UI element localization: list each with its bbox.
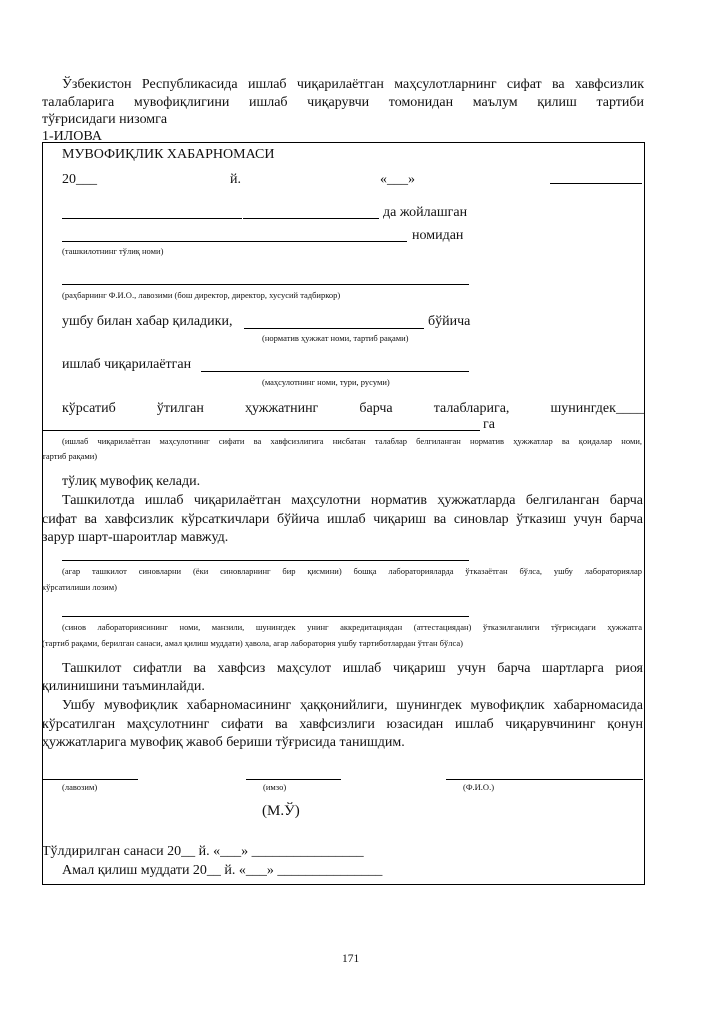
name-caption: (Ф.И.О.) (463, 782, 495, 792)
accreditation-line (62, 616, 469, 617)
shown-word: ҳужжатнинг (244, 401, 319, 416)
org-line-2 (62, 241, 407, 242)
para3-line-2: кўрсатилган маҳсулотнинг сифати ва хавфсизлиги юзасидан ишлаб чиқарувчининг қонун (42, 717, 643, 732)
org-line-1a (62, 218, 242, 219)
located-label: да жойлашган (383, 205, 468, 220)
year-suffix: й. (230, 172, 241, 187)
shown-row (62, 400, 644, 417)
lab-line (62, 560, 469, 561)
accreditation-caption-1: (синов лабораториясининг номи, манзили, шунингдек унинг аккредитациядан (аттестациядан) ўтказилганлиги тўғрисидаги ҳужжатга (62, 622, 642, 632)
year-field: 20___ (62, 172, 97, 187)
signature-line (246, 779, 341, 780)
header-line-1: Ўзбекистон Республикасида ишлаб чиқарилаётган маҳсулотларнинг сифат ва хавфсизлик (62, 77, 644, 92)
para2-line-2: қилинишини таъминлайди. (42, 679, 205, 694)
shown-word: кўрсатиб (62, 401, 116, 416)
seal-mark: (М.Ў) (262, 803, 300, 819)
para2-line-1: Ташкилот сифатли ва хавфсиз маҳсулот ишлаб чиқариш учун барча шартларга риоя (62, 661, 643, 676)
filled-date: Тўлдирилган санаси 20__ й. «___» ________________ (42, 844, 364, 859)
signature-caption: (имзо) (263, 782, 287, 792)
head-caption: (раҳбарнинг Ф.И.О., лавозими (бош директор, директор, хусусий тадбиркор) (62, 290, 341, 300)
ga-label: га (483, 417, 495, 432)
header-line-2: талабларига мувофиқлигини ишлаб чиқарувчи томонидан маълум қилиш тартиби (42, 95, 644, 110)
position-line (42, 779, 138, 780)
annex-label: 1-ИЛОВА (42, 129, 102, 144)
org-line-1b (243, 218, 379, 219)
informs-label: ушбу билан хабар қиладики, (62, 314, 233, 329)
requirements-line (42, 430, 480, 431)
on-behalf-label: номидан (412, 228, 464, 243)
form-title: МУВОФИҚЛИК ХАБАРНОМАСИ (62, 147, 275, 162)
validity-date: Амал қилиш муддати 20__ й. «___» _______________ (62, 863, 383, 878)
para3-line-3: ҳужжатларига мувофиқ жавоб бериши тўғрисида танишдим. (42, 735, 405, 750)
lab-caption-1: (агар ташкилот синовларни (ёки синовларнинг бир қисмини) бошқа лабораторияларда ўтказаётган бўлса, ушбу лабораториялар (62, 566, 642, 576)
accreditation-caption-2: (тартиб рақами, берилган санаси, амал қилиш муддати) ҳавола, агар лаборатория ушбу тартиботлардан ўтган бўлса) (42, 638, 463, 648)
header-line-3: тўғрисидаги низомга (42, 112, 168, 127)
shown-word: ўтилган (156, 401, 204, 416)
para1-line-2: сифат ва хавфсизлик кўрсаткичлари бўйича ишлаб чиқариш ва синовлар ўтказиш учун барча (42, 512, 643, 527)
produced-label: ишлаб чиқарилаётган (62, 357, 192, 372)
requirements-caption-2: тартиб рақами) (42, 451, 98, 461)
para1-line-3: зарур шарт-шароитлар мавжуд. (42, 530, 229, 545)
complies-text: тўлиқ мувофиқ келади. (62, 474, 201, 489)
shown-word: талабларига, (433, 401, 510, 416)
date-quote: «___» (380, 172, 415, 187)
para1-line-1: Ташкилотда ишлаб чиқарилаётган маҳсулотни норматив ҳужжатларда белгиланган барча (62, 493, 643, 508)
page-number: 171 (342, 953, 360, 965)
head-line (62, 284, 469, 285)
org-caption: (ташкилотнинг тўлиқ номи) (62, 246, 164, 256)
norm-doc-line (244, 328, 424, 329)
para3-line-1: Ушбу мувофиқлик хабарномасининг ҳаққонийлиги, шунингдек мувофиқлик хабарномасида (62, 698, 643, 713)
shown-word: шунингдек____ (550, 401, 644, 416)
position-caption: (лавозим) (62, 782, 98, 792)
lab-caption-2: кўрсатилиши лозим) (42, 582, 117, 592)
place-line (550, 183, 642, 184)
product-caption: (маҳсулотнинг номи, тури, русуми) (262, 377, 390, 387)
name-line (446, 779, 643, 780)
according-label: бўйича (428, 314, 471, 329)
requirements-caption-1: (ишлаб чиқарилаётган маҳсулотнинг сифати ва хавфсизлигига нисбатан талаблар белгиланган норматив ҳужжатлар ва қоидалар номи, (62, 436, 642, 446)
shown-word: барча (359, 401, 393, 416)
product-line (201, 371, 469, 372)
norm-caption: (норматив ҳужжат номи, тартиб рақами) (262, 333, 409, 343)
